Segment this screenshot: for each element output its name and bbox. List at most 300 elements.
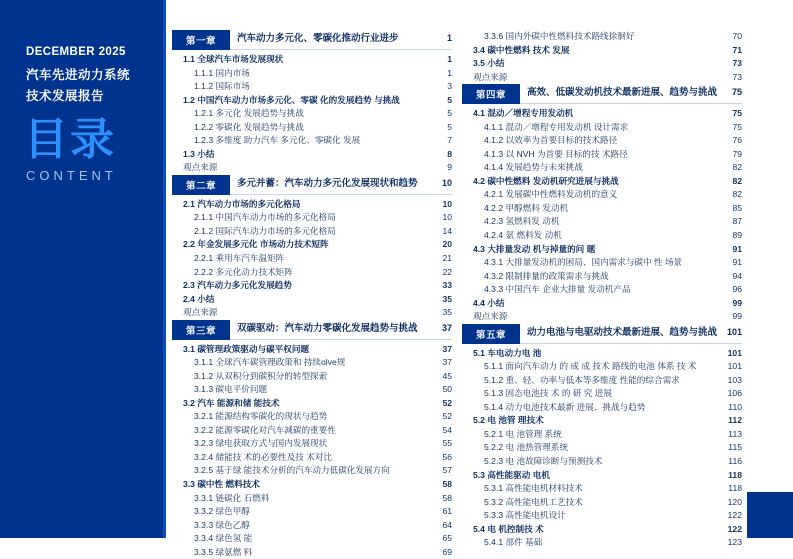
toc-entry-leader <box>628 129 727 130</box>
toc-entry-label: 1.2.3 多维度 助力汽车 多元化、零碳化 发展 <box>194 135 361 146</box>
toc-entry-label: 2.1.2 国际汽车动力市场的多元化格局 <box>194 225 336 236</box>
toc-entry-leader <box>617 142 727 143</box>
toc-entry-label: 3.5 小结 <box>473 58 505 69</box>
toc-entry-label: 4.2.2 甲醇燃料 发动机 <box>484 202 569 213</box>
toc-entry-row[interactable] <box>172 370 452 384</box>
toc-entry-page-number: 1 <box>447 67 452 78</box>
toc-entry-row[interactable] <box>462 310 742 324</box>
toc-entry-leader <box>544 531 723 532</box>
chapter-title: 双碳驱动：汽车动力零碳化发展趋势与挑战 <box>237 322 418 334</box>
toc-entry-label: 3.1.1 全球汽车碳管理政策和 持续olve规 <box>194 357 346 368</box>
toc-entry-row[interactable] <box>172 518 452 532</box>
toc-entry-page-number: 14 <box>442 225 452 236</box>
chapter-body <box>230 30 452 50</box>
toc-entry-page-number: 82 <box>732 189 742 200</box>
chapter-page-number: 75 <box>731 87 742 98</box>
toc-entry-leader <box>562 237 728 238</box>
toc-entry-label: 3.3.5 绿氨燃 料 <box>194 546 253 557</box>
toc-entry-row[interactable] <box>172 198 452 212</box>
toc-entry-label: 3.4 碳中性燃料 技术 发展 <box>473 44 570 55</box>
toc-entry-leader <box>250 527 438 528</box>
toc-entry-label: 4.2.1 发展碳中性燃料发动机的意义 <box>484 189 618 200</box>
toc-entry-label: 5.1.1 面向汽车动力 的 成 成 技术 路线的电池 体系 技 术 <box>484 361 697 372</box>
toc-entry-row[interactable] <box>462 283 742 297</box>
toc-entry-label: 1.3 小结 <box>183 148 215 159</box>
toc-entry-label: 1.2.1 多元化 发展趋势与挑战 <box>194 108 304 119</box>
toc-entry-leader <box>583 504 723 505</box>
toc-entry-row[interactable] <box>172 67 452 81</box>
toc-entry-row[interactable] <box>462 374 742 388</box>
toc-entry-label: 4.3 大排量发动 机与掉量的问 题 <box>473 243 596 254</box>
toc-entry-label: 3.3.1 链碳化 石燃料 <box>194 492 270 503</box>
toc-entry-row[interactable] <box>172 491 452 505</box>
toc-entry-page-number: 82 <box>732 162 742 173</box>
toc-entry-page-number: 52 <box>442 411 452 422</box>
toc-entry-row[interactable] <box>462 441 742 455</box>
toc-entry-leader <box>390 472 438 473</box>
toc-entry-label: 3.2.2 能源零碳化对汽车减碳的重要性 <box>194 424 336 435</box>
toc-entry-label: 5.3.2 高性能电机工艺技术 <box>484 496 583 507</box>
toc-entry-page-number: 73 <box>732 71 742 82</box>
toc-entry-label: 2.3 汽车动力多元化发展趋势 <box>183 280 292 291</box>
toc-entry-leader <box>507 79 727 80</box>
toc-entry-page-number: 106 <box>727 388 742 399</box>
toc-entry-page-number: 33 <box>442 280 452 291</box>
toc-entry-label: 3.1.3 碳电平价问题 <box>194 384 268 395</box>
toc-entry-label: 1.1 全球汽车市场发展现状 <box>183 54 284 65</box>
toc-chapter-row[interactable] <box>462 84 742 104</box>
toc-entry-leader <box>329 246 438 247</box>
toc-entry-leader <box>566 517 723 518</box>
toc-entry-leader <box>541 355 722 356</box>
toc-entry-leader <box>569 52 727 53</box>
toc-entry-page-number: 91 <box>732 257 742 268</box>
toc-entry-page-number: 64 <box>442 519 452 530</box>
toc-entry-label: 4.3.3 中国汽车 企业大排量 发动机产品 <box>484 284 631 295</box>
toc-entry-label: 3.3.2 绿色甲醇 <box>194 506 250 517</box>
toc-entry-leader <box>283 61 442 62</box>
toc-entry-label: 5.2.3 电 池故障诊断与预测技术 <box>484 455 603 466</box>
toc-entry-label: 3.3.4 绿色氢 能 <box>194 533 253 544</box>
toc-entry-label: 3.3 碳中性 燃料技术 <box>183 478 260 489</box>
toc-entry-row[interactable] <box>462 229 742 243</box>
toc-entry-row[interactable] <box>462 215 742 229</box>
chapter-title: 高效、低碳发动机技术最新进展、趋势与挑战 <box>527 87 718 99</box>
toc-entry-label: 观点来源 <box>473 71 508 82</box>
toc-entry-row[interactable] <box>462 414 742 428</box>
toc-entry-page-number: 9 <box>447 162 452 173</box>
toc-entry-page-number: 101 <box>727 361 742 372</box>
toc-entry-page-number: 112 <box>728 415 742 426</box>
toc-entry-row[interactable] <box>462 401 742 415</box>
toc-entry-row[interactable] <box>172 252 452 266</box>
toc-entry-page-number: 58 <box>442 492 452 503</box>
toc-entry-row[interactable] <box>172 148 452 162</box>
toc-entry-page-number: 10 <box>442 198 452 209</box>
toc-entry-page-number: 75 <box>732 121 742 132</box>
toc-entry-label: 5.4.1 部件 基础 <box>484 537 543 548</box>
toc-entry-leader <box>562 436 723 437</box>
toc-entry-leader <box>550 477 723 478</box>
toc-entry-leader <box>304 115 442 116</box>
toc-entry-row[interactable] <box>462 30 742 44</box>
toc-entry-leader <box>682 264 727 265</box>
toc-entry-label: 2.1.1 中国汽车动力市场的多元化格局 <box>194 212 336 223</box>
toc-entry-row[interactable] <box>172 94 452 108</box>
toc-entry-label: 5.4 电 机控制技 术 <box>473 523 544 534</box>
chapter-body <box>230 175 452 195</box>
toc-entry-label: 3.1 碳管理政策驱动与碳平权问题 <box>183 343 310 354</box>
toc-entry-page-number: 113 <box>728 428 742 439</box>
toc-entry-label: 4.1.1 混动／增程专用发动机 设计需求 <box>484 121 629 132</box>
toc-entry-leader <box>217 169 442 170</box>
toc-entry-row[interactable] <box>172 464 452 478</box>
toc-entry-page-number: 57 <box>442 465 452 476</box>
toc-entry-leader <box>336 219 438 220</box>
toc-entry-row[interactable] <box>172 424 452 438</box>
toc-entry-page-number: 89 <box>732 230 742 240</box>
toc-entry-page-number: 101 <box>727 347 742 358</box>
cover-title-line2: 技术发展报告 <box>26 88 105 103</box>
toc-entry-leader <box>628 156 728 157</box>
toc-entry-leader <box>617 196 727 197</box>
toc-entry-row[interactable] <box>172 134 452 148</box>
toc-entry-page-number: 3 <box>447 81 452 92</box>
toc-entry-label: 4.1.3 以 NVH 为首要 目标的技 术路径 <box>484 148 628 159</box>
toc-entry-row[interactable] <box>172 383 452 397</box>
toc-entry-page-number: 87 <box>732 216 742 227</box>
toc-entry-leader <box>360 142 442 143</box>
toc-entry-page-number: 75 <box>732 108 742 119</box>
chapter-tag: 第三章 <box>172 320 230 340</box>
toc-entry-row[interactable] <box>462 71 742 85</box>
toc-entry-row[interactable] <box>172 265 452 279</box>
toc-entry-label: 观点来源 <box>183 307 218 318</box>
toc-entry-leader <box>336 432 438 433</box>
cover-title <box>26 65 156 106</box>
toc-entry-page-number: 52 <box>442 397 452 408</box>
toc-entry-page-number: 8 <box>447 148 452 159</box>
toc-entry-label: 4.2.3 氢燃料发 动机 <box>484 216 560 227</box>
toc-entry-row[interactable] <box>462 360 742 374</box>
toc-big-title: 目录 <box>24 115 116 164</box>
toc-entry-row[interactable] <box>172 80 452 94</box>
toc-entry-leader <box>602 463 723 464</box>
toc-entry-leader <box>505 65 728 66</box>
toc-entry-row[interactable] <box>172 293 452 307</box>
toc-entry-page-number: 35 <box>442 293 452 304</box>
toc-entry-leader <box>279 405 437 406</box>
toc-entry-label: 3.1.2 从双积分到碳积分的转型探索 <box>194 370 328 381</box>
chapter-page-number: 101 <box>726 326 742 337</box>
toc-entry-row[interactable] <box>462 202 742 216</box>
toc-entry-page-number: 96 <box>732 284 742 295</box>
toc-entry-page-number: 118 <box>728 483 742 494</box>
toc-entry-page-number: 35 <box>442 307 452 318</box>
toc-entry-label: 1.1.1 国内市场 <box>194 67 250 78</box>
toc-entry-row[interactable] <box>172 161 452 175</box>
toc-entry-label: 1.1.2 国际市场 <box>194 81 250 92</box>
chapter-page-number: 37 <box>441 322 452 333</box>
toc-entry-leader <box>284 260 437 261</box>
toc-entry-leader <box>332 459 437 460</box>
toc-entry-leader <box>215 156 443 157</box>
toc-entry-leader <box>250 75 442 76</box>
toc-entry-page-number: 37 <box>442 357 452 368</box>
toc-entry-page-number: 5 <box>447 121 452 132</box>
toc-entry-label: 3.2.4 储能技 术的必要性及技 术对比 <box>194 451 332 462</box>
toc-entry-leader <box>609 278 728 279</box>
toc-entry-leader <box>336 233 438 234</box>
toc-entry-page-number: 69 <box>442 546 452 557</box>
toc-column-left <box>172 30 452 559</box>
panel-edge-stripe <box>163 0 166 538</box>
toc-entry-label: 4.1.2 以效率为首要目标的技术路径 <box>484 135 618 146</box>
toc-entry-row[interactable] <box>462 161 742 175</box>
cover-date: DECEMBER 2025 <box>26 46 126 58</box>
toc-entry-page-number: 20 <box>442 239 452 250</box>
toc-entry-row[interactable] <box>462 523 742 537</box>
toc-entry-page-number: 71 <box>732 44 742 55</box>
toc-entry-row[interactable] <box>462 57 742 71</box>
toc-entry-label: 2.1 汽车动力市场的多元化格局 <box>183 198 301 209</box>
cover-heading-block <box>26 46 156 106</box>
toc-entry-label: 1.2 中国汽车动力市场多元化、零碳 化的发展趋势 与挑战 <box>183 94 400 105</box>
toc-entry-row[interactable] <box>172 225 452 239</box>
toc-entry-row[interactable] <box>462 175 742 189</box>
toc-entry-label: 3.2.1 能源结构零碳化的现状与趋势 <box>194 411 328 422</box>
toc-entry-page-number: 70 <box>732 31 742 42</box>
toc-entry-row[interactable] <box>462 134 742 148</box>
toc-entry-page-number: 73 <box>732 58 742 69</box>
toc-entry-page-number: 65 <box>442 533 452 544</box>
toc-entry-leader <box>568 449 723 450</box>
toc-entry-row[interactable] <box>172 306 452 320</box>
toc-entry-label: 5.1 车电动力电 池 <box>473 347 542 358</box>
toc-entry-page-number: 85 <box>732 202 742 213</box>
toc-entry-leader <box>300 206 437 207</box>
toc-entry-page-number: 58 <box>442 478 452 489</box>
toc-entry-leader <box>250 88 442 89</box>
toc-entry-leader <box>252 540 437 541</box>
chapter-tag: 第一章 <box>172 30 230 50</box>
toc-entry-label: 4.2 碳中性燃料 发动机研究进展与挑战 <box>473 175 619 186</box>
toc-entry-label: 5.1.3 固态电池技 术 的 研 究 进展 <box>484 388 612 399</box>
toc-entry-label: 5.2.1 电 池管理 系统 <box>484 428 562 439</box>
toc-entry-row[interactable] <box>172 410 452 424</box>
toc-entry-leader <box>217 314 437 315</box>
chapter-body <box>520 324 742 344</box>
toc-entry-leader <box>583 169 728 170</box>
toc-entry-page-number: 21 <box>442 253 452 263</box>
toc-entry-label: 2.2.1 乘用车汽车温矩阵 <box>194 253 285 263</box>
toc-sub-title: CONTENT <box>26 168 117 183</box>
toc-entry-page-number: 110 <box>728 401 742 412</box>
toc-entry-page-number: 82 <box>732 175 742 186</box>
toc-entry-leader <box>309 351 437 352</box>
toc-entry-leader <box>595 251 727 252</box>
toc-entry-page-number: 7 <box>447 135 452 146</box>
toc-entry-leader <box>252 554 437 555</box>
toc-entry-row[interactable] <box>462 44 742 58</box>
toc-entry-page-number: 116 <box>728 455 742 466</box>
chapter-page-number: 10 <box>441 177 452 188</box>
toc-entry-row[interactable] <box>172 478 452 492</box>
toc-entry-leader <box>507 318 727 319</box>
toc-entry-row[interactable] <box>462 455 742 469</box>
toc-entry-page-number: 1 <box>447 54 452 65</box>
toc-chapter-row[interactable] <box>172 320 452 340</box>
toc-column-right <box>462 30 742 550</box>
toc-entry-leader <box>215 301 438 302</box>
toc-entry-leader <box>612 395 723 396</box>
chapter-tag: 第二章 <box>172 175 230 195</box>
toc-entry-leader <box>267 391 437 392</box>
toc-entry-row[interactable] <box>462 242 742 256</box>
toc-entry-label: 观点来源 <box>183 162 218 173</box>
toc-entry-page-number: 91 <box>732 243 742 254</box>
cover-panel <box>0 0 166 538</box>
toc-entry-row[interactable] <box>462 107 742 121</box>
toc-chapter-row[interactable] <box>172 175 452 195</box>
toc-entry-row[interactable] <box>462 468 742 482</box>
toc-entry-leader <box>619 183 728 184</box>
toc-entry-page-number: 122 <box>727 510 742 521</box>
toc-entry-page-number: 5 <box>447 94 452 105</box>
toc-entry-leader <box>583 490 723 491</box>
toc-entry-label: 4.4 小结 <box>473 297 505 308</box>
toc-entry-row[interactable] <box>172 279 452 293</box>
toc-entry-label: 5.3.3 高性能电机设计 <box>484 510 566 521</box>
toc-chapter-row[interactable] <box>172 30 452 50</box>
toc-entry-label: 5.2.2 电 池热管理系统 <box>484 442 569 453</box>
toc-entry-label: 5.1.2 重、轻、功率与低本等多维度 性能的综合需求 <box>484 374 680 385</box>
toc-entry-row[interactable] <box>462 148 742 162</box>
toc-entry-row[interactable] <box>172 238 452 252</box>
toc-entry-leader <box>645 409 723 410</box>
toc-entry-label: 3.3.6 国内外碳中性燃料技术路线徐徊好 <box>484 31 635 42</box>
toc-entry-leader <box>400 102 442 103</box>
toc-entry-row[interactable] <box>462 347 742 361</box>
toc-entry-label: 5.1.4 动力电池技术最新 进展、挑战与趋势 <box>484 401 646 412</box>
toc-entry-row[interactable] <box>172 505 452 519</box>
toc-entry-leader <box>680 382 723 383</box>
toc-entry-label: 5.2 电 池管 理技术 <box>473 415 544 426</box>
toc-entry-row[interactable] <box>462 482 742 496</box>
toc-entry-row[interactable] <box>462 536 742 550</box>
toc-entry-label: 观点来源 <box>473 311 508 322</box>
toc-entry-leader <box>345 364 437 365</box>
toc-entry-label: 4.1 混动／增程专用发动机 <box>473 108 574 119</box>
toc-entry-page-number: 115 <box>728 442 742 453</box>
toc-entry-leader <box>631 291 728 292</box>
toc-entry-page-number: 123 <box>727 537 742 548</box>
toc-entry-label: 3.2.5 基于绿 能技术分析的汽车动力低碳化发展方向 <box>194 465 390 476</box>
toc-entry-label: 3.2.3 绿电获取方式与国内发展现状 <box>194 438 328 449</box>
toc-entry-row[interactable] <box>462 509 742 523</box>
toc-entry-label: 2.4 小结 <box>183 293 215 304</box>
toc-entry-leader <box>327 378 437 379</box>
toc-entry-row[interactable] <box>172 53 452 67</box>
toc-entry-label: 3.2 汽车 能源和储 能技术 <box>183 397 280 408</box>
toc-entry-leader <box>250 513 438 514</box>
toc-entry-page-number: 55 <box>442 438 452 449</box>
toc-entry-row[interactable] <box>462 387 742 401</box>
toc-entry-label: 4.1.4 发展趋势与未来挑战 <box>484 162 583 173</box>
toc-entry-leader <box>573 115 727 116</box>
toc-entry-row[interactable] <box>172 532 452 546</box>
toc-entry-page-number: 22 <box>442 266 452 277</box>
toc-entry-row[interactable] <box>172 437 452 451</box>
chapter-title: 汽车动力多元化、零碳化推动行业进步 <box>237 33 399 44</box>
toc-entry-row[interactable] <box>172 546 452 559</box>
toc-entry-row[interactable] <box>462 297 742 311</box>
chapter-page-number: 1 <box>446 33 452 43</box>
toc-entry-leader <box>634 38 727 39</box>
toc-entry-leader <box>327 418 437 419</box>
toc-entry-leader <box>696 368 722 369</box>
toc-entry-page-number: 94 <box>732 270 742 281</box>
toc-entry-leader <box>292 287 438 288</box>
toc-entry-row[interactable] <box>172 356 452 370</box>
toc-entry-page-number: 122 <box>727 523 742 534</box>
chapter-title: 多元并蓄：汽车动力多元化发展现状和趋势 <box>237 177 418 189</box>
toc-entry-leader <box>559 223 727 224</box>
toc-entry-page-number: 10 <box>442 212 452 223</box>
toc-entry-row[interactable] <box>172 397 452 411</box>
toc-entry-row[interactable] <box>172 107 452 121</box>
chapter-body <box>230 320 452 340</box>
chapter-tag: 第五章 <box>462 324 520 344</box>
toc-entry-row[interactable] <box>172 121 452 135</box>
corner-accent-block <box>747 492 793 538</box>
toc-entry-row[interactable] <box>462 495 742 509</box>
toc-entry-page-number: 99 <box>732 297 742 308</box>
toc-entry-row[interactable] <box>172 343 452 357</box>
toc-entry-page-number: 45 <box>442 370 452 381</box>
toc-chapter-row[interactable] <box>462 324 742 344</box>
toc-entry-leader <box>505 305 728 306</box>
toc-entry-leader <box>568 210 727 211</box>
chapter-body <box>520 84 742 104</box>
toc-entry-row[interactable] <box>462 121 742 135</box>
toc-entry-leader <box>260 486 438 487</box>
toc-entry-page-number: 5 <box>447 108 452 119</box>
toc-entry-label: 1.2.2 零碳化 发展趋势与挑战 <box>194 121 304 132</box>
toc-entry-row[interactable] <box>172 211 452 225</box>
toc-entry-row[interactable] <box>462 188 742 202</box>
toc-entry-page-number: 61 <box>442 506 452 517</box>
toc-entry-label: 5.3.1 高性能电机材料技术 <box>484 483 583 494</box>
toc-entry-page-number: 76 <box>732 135 742 146</box>
toc-entry-row[interactable] <box>462 256 742 270</box>
toc-entry-leader <box>327 445 437 446</box>
toc-entry-leader <box>542 544 722 545</box>
toc-entry-label: 3.3.3 绿色乙醇 <box>194 519 250 530</box>
toc-entry-page-number: 37 <box>442 343 452 354</box>
toc-entry-row[interactable] <box>462 270 742 284</box>
cover-title-line1: 汽车先进动力系统 <box>26 68 131 82</box>
toc-entry-label: 4.3.1 大排量发动机的困局、国内需求与碳中 性 场景 <box>484 257 683 268</box>
toc-entry-row[interactable] <box>462 428 742 442</box>
toc-entry-row[interactable] <box>172 451 452 465</box>
toc-entry-page-number: 54 <box>442 424 452 435</box>
toc-entry-label: 4.3.2 限制排量的政策需求与挑战 <box>484 270 609 281</box>
toc-entry-page-number: 118 <box>728 469 742 480</box>
toc-entry-label: 5.3 高性能驱动 电机 <box>473 469 550 480</box>
toc-entry-page-number: 79 <box>732 148 742 159</box>
toc-entry-page-number: 103 <box>727 374 742 385</box>
